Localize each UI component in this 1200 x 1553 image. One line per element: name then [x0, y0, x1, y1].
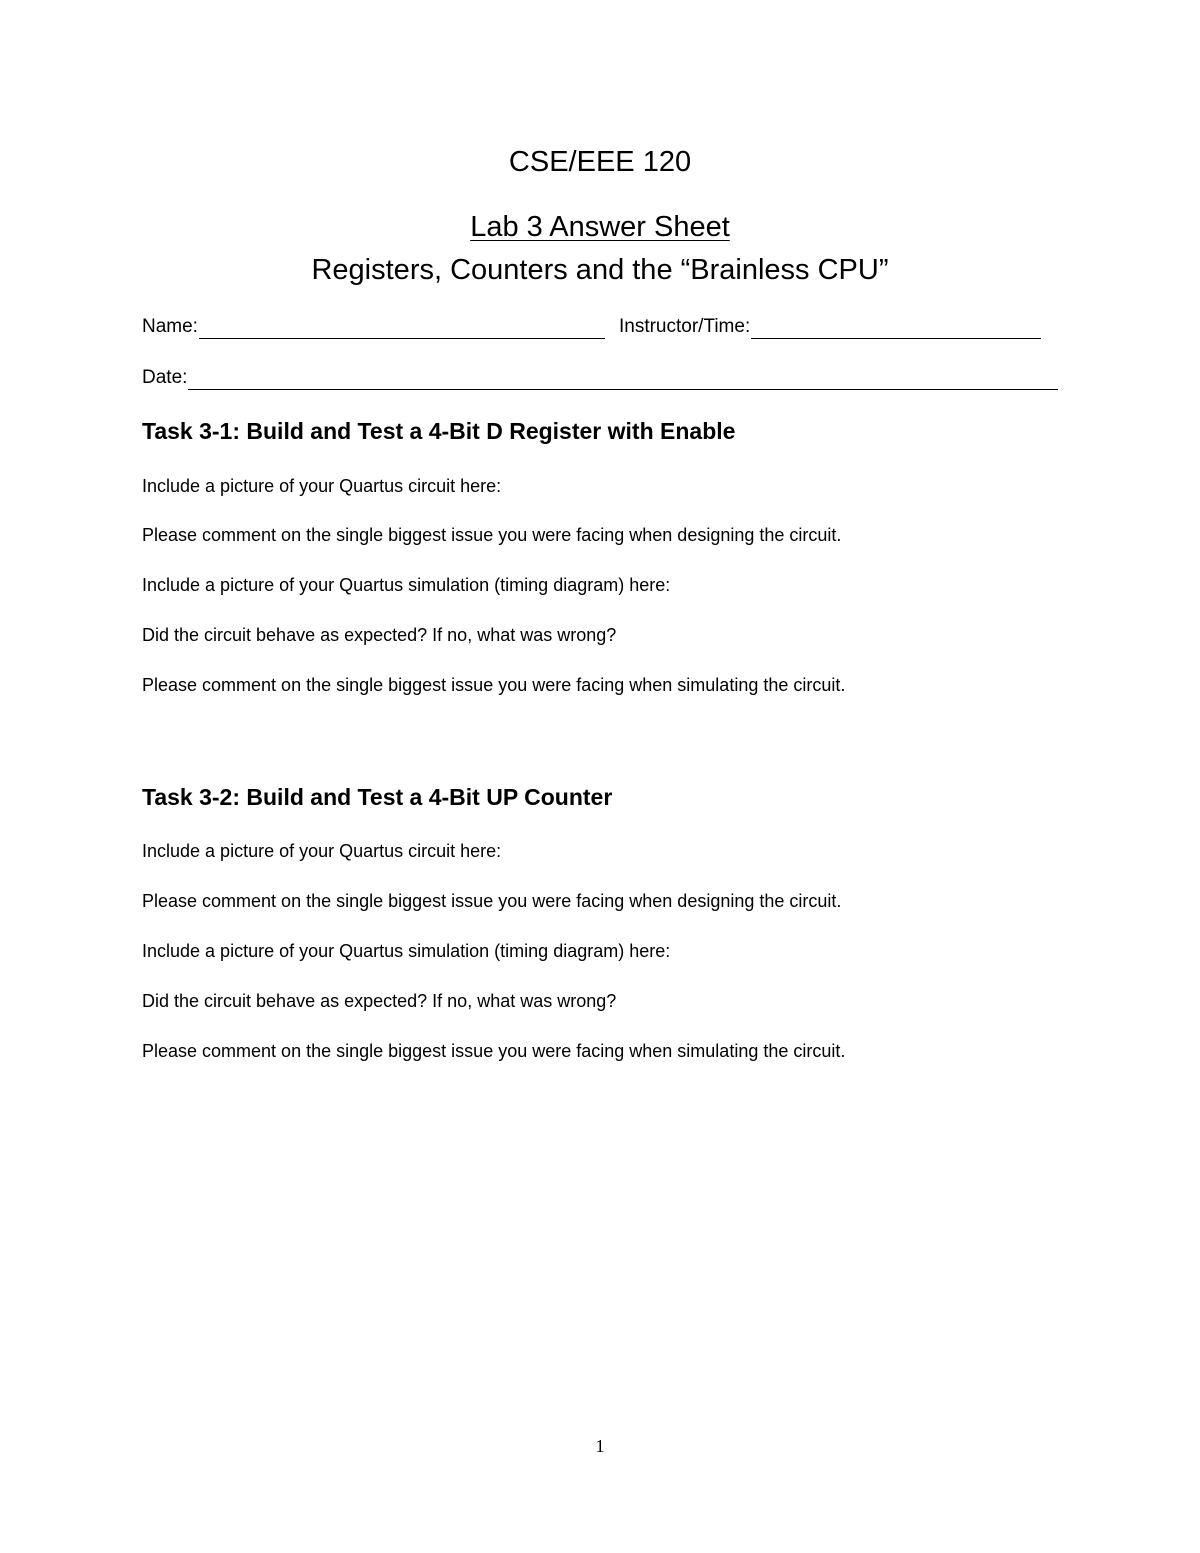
task-3-1-behavior-prompt: Did the circuit behave as expected? If no, what was wrong?: [142, 625, 617, 645]
task-3-1-heading: Task 3-1: Build and Test a 4-Bit D Register with Enable: [142, 418, 736, 444]
date-field[interactable]: [188, 371, 1058, 390]
task-3-1-simulation-issue-prompt: Please comment on the single biggest issue you were facing when simulating the circuit.: [142, 675, 846, 695]
instructor-field[interactable]: [751, 320, 1041, 339]
task-3-1-circuit-prompt: Include a picture of your Quartus circuit here:: [142, 476, 502, 496]
task-3-2-simulation-issue-prompt: Please comment on the single biggest issue you were facing when simulating the circuit.: [142, 1041, 846, 1061]
name-label: Name:: [142, 316, 198, 337]
date-row: [142, 366, 1058, 390]
task-3-1-design-issue-prompt: Please comment on the single biggest issue you were facing when designing the circuit.: [142, 525, 842, 545]
name-field[interactable]: [199, 320, 605, 339]
task-3-2-behavior-prompt: Did the circuit behave as expected? If no, what was wrong?: [142, 991, 617, 1011]
course-title: CSE/EEE 120: [508, 146, 692, 178]
instructor-label: Instructor/Time:: [618, 316, 751, 337]
sheet-title-text: Lab 3 Answer Sheet: [470, 211, 730, 243]
sheet-subtitle: Registers, Counters and the “Brainless CPU”: [311, 254, 889, 286]
task-3-2-heading: Task 3-2: Build and Test a 4-Bit UP Counter: [142, 784, 613, 810]
sheet-title: [0, 207, 1200, 247]
task-3-2-design-issue-prompt: Please comment on the single biggest issue you were facing when designing the circuit.: [142, 891, 842, 911]
name-instructor-row: [142, 315, 1041, 339]
task-3-2-simulation-prompt: Include a picture of your Quartus simulation (timing diagram) here:: [142, 941, 671, 961]
date-label: Date:: [142, 367, 188, 388]
page-number: 1: [595, 1436, 605, 1456]
task-3-1-simulation-prompt: Include a picture of your Quartus simulation (timing diagram) here:: [142, 575, 671, 595]
task-3-2-circuit-prompt: Include a picture of your Quartus circuit here:: [142, 841, 502, 861]
